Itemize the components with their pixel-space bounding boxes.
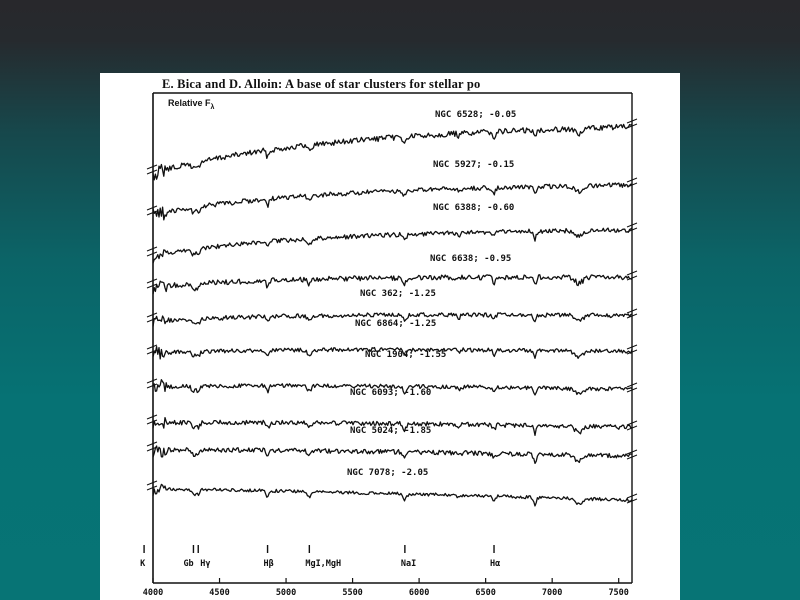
spectral-line-label: Hβ xyxy=(263,559,274,569)
spectrum-line xyxy=(153,446,632,463)
spectrum-label: NGC 362; -1.25 xyxy=(360,289,436,299)
x-tick-label: 7500 xyxy=(608,588,629,598)
spectrum-line xyxy=(153,183,632,220)
paper-header: E. Bica and D. Alloin: A base of star clusters for stellar po xyxy=(162,77,481,91)
axis-break-mark xyxy=(147,379,157,388)
spectral-line-label: NaI xyxy=(400,559,417,569)
spectral-line-label: Hα xyxy=(490,559,501,569)
x-tick-label: 5500 xyxy=(342,588,363,598)
axis-break-mark xyxy=(147,415,157,424)
y-axis-label: Relative $F_\lambda$ xyxy=(168,98,215,111)
spectrum-line xyxy=(153,228,632,263)
spectrum-line xyxy=(153,484,632,506)
spectrum-label: NGC 5927; -0.15 xyxy=(433,160,515,170)
spectrum-label: NGC 6093; -1.60 xyxy=(350,388,432,398)
spectrum-label: NGC 6864; -1.25 xyxy=(355,319,437,329)
axis-break-mark xyxy=(147,279,157,288)
spectral-line-label: Gb xyxy=(183,559,194,569)
x-tick-label: 6000 xyxy=(408,588,430,598)
spectrum-label: NGC 5024; -1.85 xyxy=(350,426,432,436)
x-tick-label: 5000 xyxy=(275,588,297,598)
spectral-line-label: K xyxy=(140,559,146,569)
x-tick-label: 4500 xyxy=(209,588,230,598)
x-tick-label: 6500 xyxy=(475,588,496,598)
spectrum-label: NGC 6638; -0.95 xyxy=(430,254,512,264)
spectrum-line xyxy=(153,124,632,180)
spectral-line-label: Hγ xyxy=(200,559,211,569)
axis-break-mark xyxy=(147,481,157,490)
axis-break-mark xyxy=(147,247,157,256)
scanned-figure xyxy=(100,73,680,600)
axis-break-mark xyxy=(147,165,157,174)
spectra-plot xyxy=(100,73,680,600)
spectral-line-label: MgI,MgH xyxy=(305,559,342,569)
spectrum-label: NGC 6388; -0.60 xyxy=(433,203,515,213)
x-tick-label: 4000 xyxy=(142,588,164,598)
x-tick-label: 7000 xyxy=(541,588,563,598)
spectrum-label: NGC 7078; -2.05 xyxy=(347,468,429,478)
spectrum-label: NGC 6528; -0.05 xyxy=(435,110,517,120)
spectrum-label: NGC 1904; -1.55 xyxy=(365,350,447,360)
